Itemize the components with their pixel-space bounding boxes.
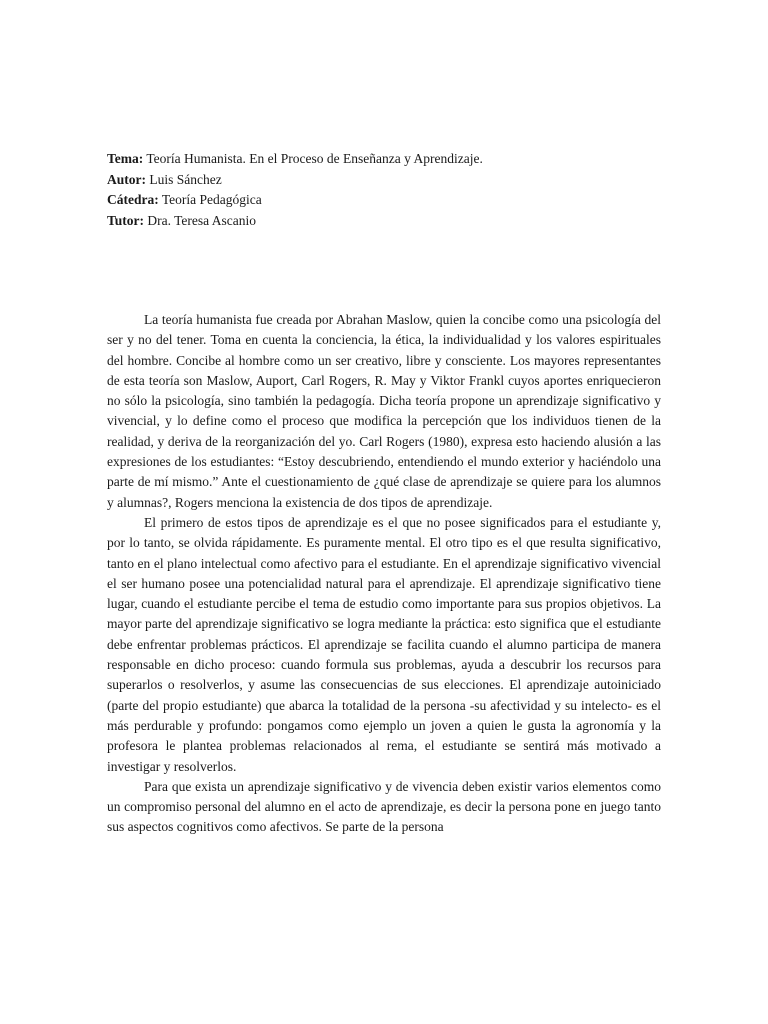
tema-value: Teoría Humanista. En el Proceso de Enseñanza y Aprendizaje. (143, 151, 483, 166)
autor-label: Autor: (107, 171, 146, 187)
tema-line (107, 149, 667, 170)
tema-label: Tema: (107, 151, 144, 166)
document-body (107, 310, 661, 838)
paragraph-3: Para que exista un aprendizaje significativo y de vivencia deben existir varios elementos como un compromiso personal del alumno en el acto de aprendizaje, es decir la persona pone en juego tanto sus aspectos cognitivos como afectivos. Se parte de la persona (107, 778, 661, 835)
paragraph-1: La teoría humanista fue creada por Abrahan Maslow, quien la concibe como una psicología del ser y no del tener. Toma en cuenta la conciencia, la ética, la individualidad y los valores espirituales del hombre. Concibe al hombre como un ser creativo, libre y consciente. Los mayores representantes de esta teoría son Maslow, Auport, Carl Rogers, R. May y Viktor Frankl cuyos aportes enriquecieron no sólo la psicología, sino también la pedagogía. Dicha teoría propone un aprendizaje significativo y vivencial, y lo define como el proceso que modifica la percepción que los individuos tienen de la realidad, y deriva de la reorganización del yo. Carl Rogers (1980), expresa esto haciendo alusión a las expresiones de los estudiantes: “Estoy descubriendo, entendiendo el mundo exterior y haciéndolo una parte de mí mismo.” Ante el cuestionamiento de ¿qué clase de aprendizaje se quiere para los alumnos y alumnas?, Rogers menciona la existencia de dos tipos de aprendizaje. (107, 312, 661, 510)
tutor-line (107, 211, 667, 232)
paragraph-2: El primero de estos tipos de aprendizaje es el que no posee significados para el estudiante y, por lo tanto, se olvida rápidamente. Es puramente mental. El otro tipo es el que resulta significativo, tanto en el plano intelectual como afectivo para el estudiante. En el aprendizaje significativo vivencial el ser humano posee una potencialidad natural para el aprendizaje. El aprendizaje significativo tiene lugar, cuando el estudiante percibe el tema de estudio como importante para sus propios objetivos. La mayor parte del aprendizaje significativo se logra mediante la práctica: esto significa que el estudiante debe enfrentar problemas prácticos. El aprendizaje se facilita cuando el alumno participa de manera responsable en dicho proceso: cuando formula sus problemas, ayuda a descubrir los recursos para superarlos o resolverlos, y asume las consecuencias de sus elecciones. El aprendizaje autoiniciado (parte del propio estudiante) que abarca la totalidad de la persona -su afectividad y su intelecto- es el más perdurable y profundo: pongamos como ejemplo un joven a quien le gusta la agronomía y la profesora le plantea problemas relacionados al rema, el estudiante se sentirá más motivado a investigar y resolverlos. (107, 514, 661, 774)
tutor-value: Dra. Teresa Ascanio (144, 212, 257, 228)
autor-line (107, 170, 667, 191)
autor-value: Luis Sánchez (146, 171, 222, 187)
tutor-label: Tutor: (107, 212, 145, 228)
catedra-line (107, 190, 667, 211)
catedra-value: Teoría Pedagógica (158, 192, 262, 207)
document-header (107, 149, 667, 231)
catedra-label: Cátedra: (107, 192, 159, 207)
